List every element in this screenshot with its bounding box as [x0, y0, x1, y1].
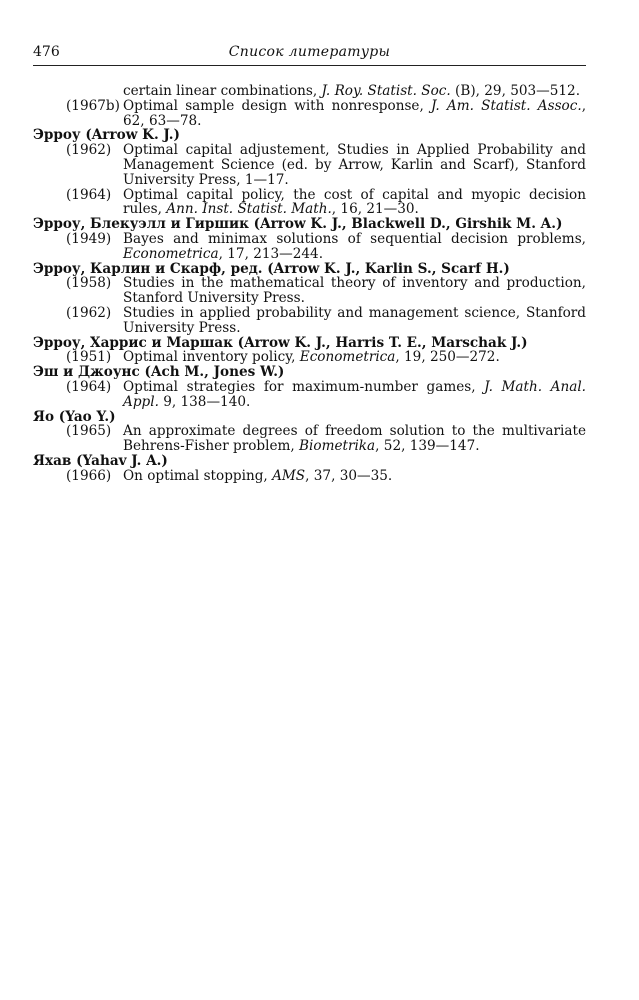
source-title: AMS — [272, 467, 306, 484]
page-number: 476 — [33, 44, 60, 60]
bib-entry — [33, 276, 586, 306]
bib-reference: Bayes and minimax solutions of sequential decision problems, Econometrica, 17, 213—244. — [123, 230, 586, 262]
bib-reference: Optimal sample design with nonresponse, J. Am. Statist. Assoc., 62, 63—78. — [123, 97, 587, 129]
bib-reference: Optimal strategies for maximum-number games, J. Math. Anal. Appl. 9, 138—140. — [123, 378, 586, 410]
bib-entry — [33, 469, 586, 484]
bib-reference: Optimal inventory policy, Econometrica, 19, 250—272. — [123, 349, 500, 366]
bibliography-list — [33, 84, 586, 484]
source-title: Econometrica — [299, 349, 396, 366]
bib-year: (1967b) — [66, 97, 120, 114]
bib-year: (1962) — [66, 304, 112, 321]
bib-year: (1951) — [66, 349, 112, 366]
bib-year: (1964) — [66, 186, 112, 203]
bib-author: Яо (Yao Y.) — [33, 408, 116, 425]
bib-entry — [33, 306, 586, 336]
bib-reference: On optimal stopping, AMS, 37, 30—35. — [123, 467, 393, 484]
bib-author: Эрроу, Харрис и Маршак (Arrow K. J., Harris T. E., Marschak J.) — [33, 334, 528, 351]
bib-author: Эрроу, Карлин и Скарф, ред. (Arrow K. J., Karlin S., Scarf H.) — [33, 260, 510, 277]
source-title: Ann. Inst. Statist. Math. — [166, 201, 332, 218]
bib-entry — [33, 143, 586, 187]
bib-author: Яхав (Yahav J. A.) — [33, 452, 168, 469]
bib-entry — [33, 380, 586, 410]
bib-entry — [33, 99, 586, 129]
bib-year: (1966) — [66, 467, 112, 484]
running-title: Список литературы — [228, 44, 391, 60]
bib-year: (1962) — [66, 142, 112, 159]
source-title: Biometrika — [299, 438, 376, 455]
source-title: J. Roy. Statist. Soc. — [321, 83, 451, 99]
bib-reference: An approximate degrees of freedom solution to the multivariate Behrens-Fisher problem, Biometrika, 52, 139—147. — [123, 423, 586, 455]
bib-author: Эрроу (Arrow K. J.) — [33, 127, 180, 144]
bib-year: (1964) — [66, 378, 112, 395]
source-title: Econometrica — [123, 245, 219, 262]
bib-reference: Studies in applied probability and management science, Stanford University Press. — [123, 304, 586, 336]
bib-author: Эш и Джоунс (Ach M., Jones W.) — [33, 364, 285, 381]
bib-year: (1949) — [66, 230, 112, 247]
bib-entry — [33, 424, 586, 454]
bib-year: (1965) — [66, 423, 112, 440]
bib-entry — [33, 188, 586, 218]
bib-reference: Studies in the mathematical theory of inventory and production, Stanford University Press. — [123, 275, 586, 307]
bib-continuation: certain linear combinations, J. Roy. Statist. Soc. (B), 29, 503—512. — [123, 83, 581, 99]
bib-entry — [33, 350, 586, 365]
source-title: J. Am. Statist. Assoc. — [431, 97, 582, 114]
bib-year: (1958) — [66, 275, 112, 292]
bib-reference: Optimal capital adjustement, Studies in Applied Probability and Management Science (ed. by Arrow, Karlin and Scarf), Stanford University Press, 1—17. — [123, 142, 586, 188]
bib-entry — [33, 232, 586, 262]
bib-reference: Optimal capital policy, the cost of capital and myopic decision rules, Ann. Inst. Statist. Math., 16, 21—30. — [123, 186, 586, 218]
source-title: J. Math. Anal. Appl. — [123, 378, 586, 410]
page-header — [33, 45, 586, 66]
bib-author: Эрроу, Блекуэлл и Гиршик (Arrow K. J., Blackwell D., Girshik M. A.) — [33, 216, 563, 233]
